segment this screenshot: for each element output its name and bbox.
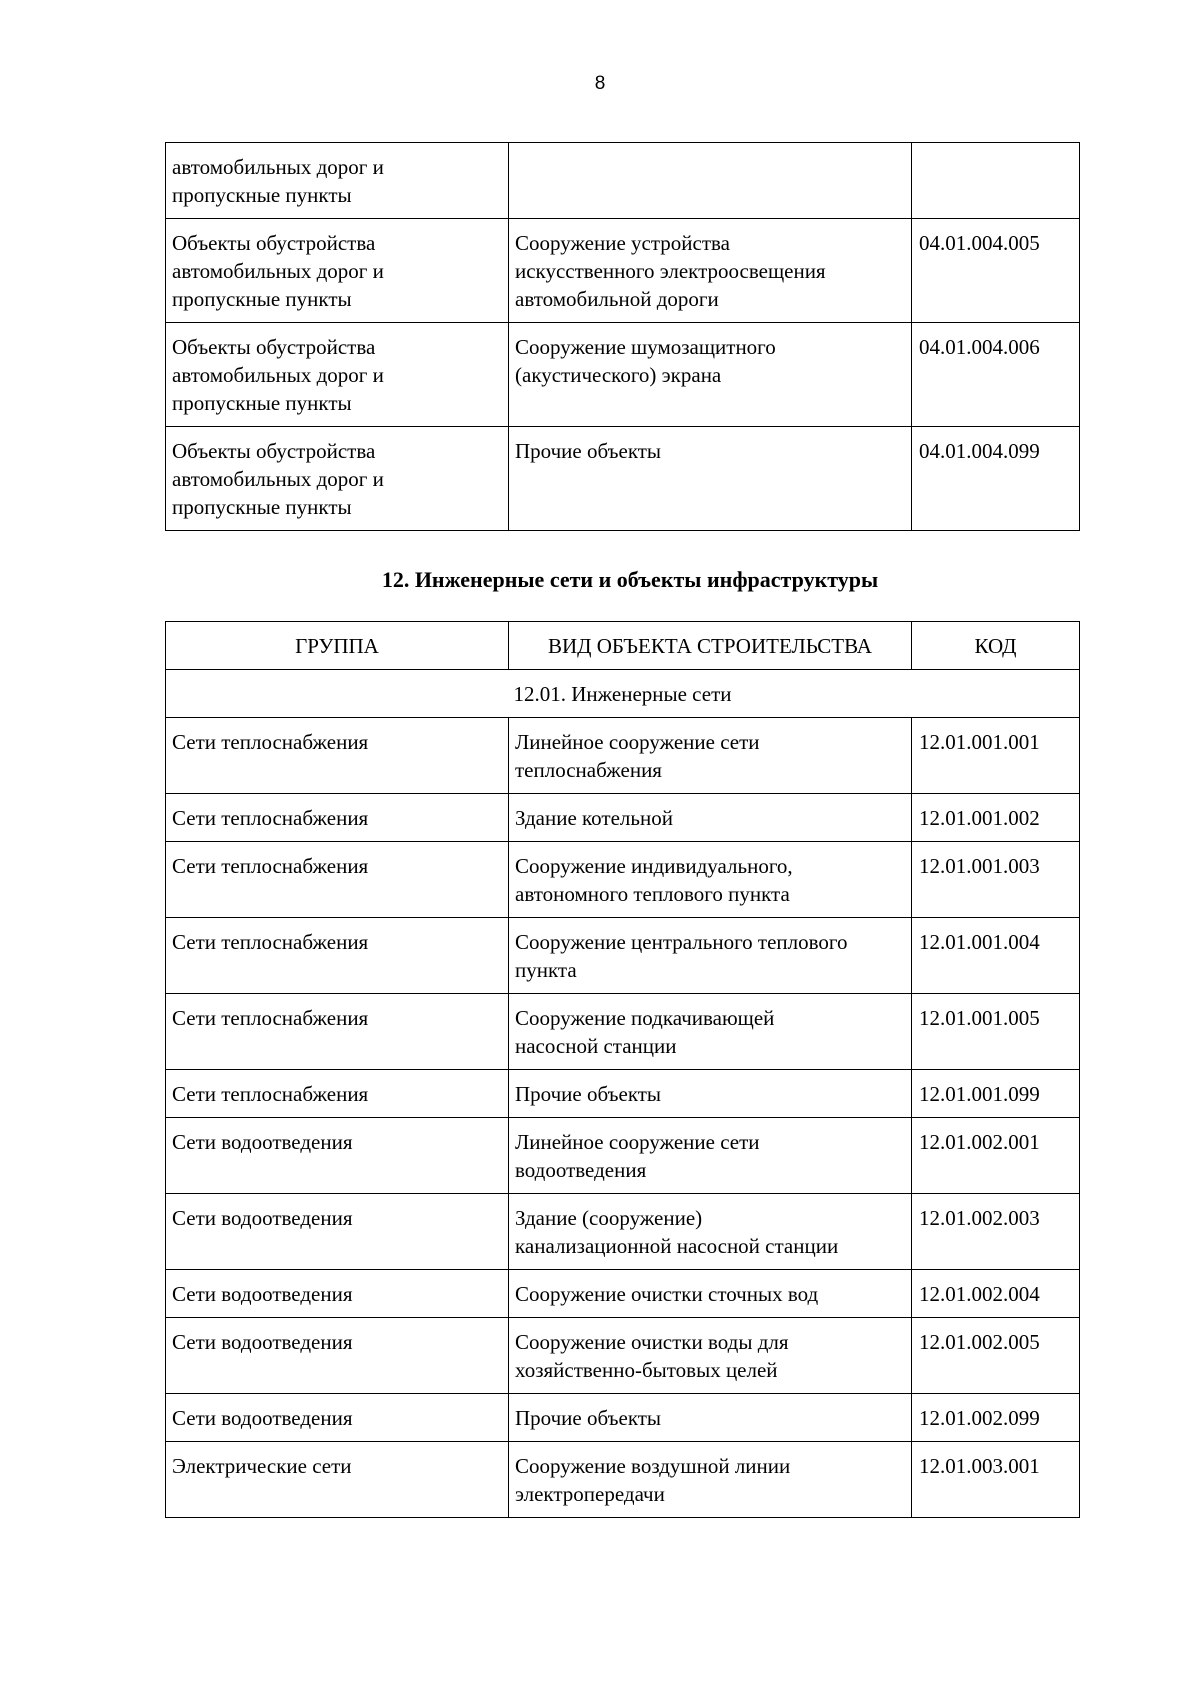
table-row — [166, 1270, 1080, 1318]
cell-code: 12.01.002.003 — [912, 1194, 1080, 1270]
cell-object-type — [509, 143, 912, 219]
cell-group: Сети теплоснабжения — [166, 718, 509, 794]
cell-object-type: Прочие объекты — [509, 1070, 912, 1118]
table-row — [166, 143, 1080, 219]
cell-group: Сети водоотведения — [166, 1118, 509, 1194]
cell-code: 12.01.002.001 — [912, 1118, 1080, 1194]
cell-code: 12.01.001.002 — [912, 794, 1080, 842]
cell-group: Объекты обустройства автомобильных дорог и пропускные пункты — [166, 219, 509, 323]
section-title: 12. Инженерные сети и объекты инфраструктуры — [381, 567, 879, 592]
cell-object-type: Сооружение устройства искусственного электроосвещения автомобильной дороги — [509, 219, 912, 323]
cell-object-type: Прочие объекты — [509, 427, 912, 531]
group-title-row — [166, 670, 1080, 718]
cell-code: 12.01.001.099 — [912, 1070, 1080, 1118]
cell-group: Сети водоотведения — [166, 1194, 509, 1270]
cell-object-type: Сооружение очистки воды для хозяйственно-бытовых целей — [509, 1318, 912, 1394]
table-row — [166, 842, 1080, 918]
cell-code: 12.01.003.001 — [912, 1442, 1080, 1518]
cell-group: Электрические сети — [166, 1442, 509, 1518]
cell-group: Сети теплоснабжения — [166, 794, 509, 842]
cell-code: 12.01.002.099 — [912, 1394, 1080, 1442]
cell-code: 12.01.002.005 — [912, 1318, 1080, 1394]
cell-object-type: Сооружение воздушной линии электропередачи — [509, 1442, 912, 1518]
table-row — [166, 427, 1080, 531]
cell-object-type: Сооружение центрального теплового пункта — [509, 918, 912, 994]
cell-code: 04.01.004.099 — [912, 427, 1080, 531]
cell-group: Сети водоотведения — [166, 1318, 509, 1394]
table-row — [166, 1070, 1080, 1118]
cell-group: Сети теплоснабжения — [166, 918, 509, 994]
cell-group: Сети водоотведения — [166, 1270, 509, 1318]
table-row — [166, 323, 1080, 427]
table-row — [166, 994, 1080, 1070]
cell-code: 12.01.001.005 — [912, 994, 1080, 1070]
cell-code — [912, 143, 1080, 219]
cell-object-type: Здание (сооружение) канализационной насосной станции — [509, 1194, 912, 1270]
cell-code: 12.01.001.004 — [912, 918, 1080, 994]
cell-code: 04.01.004.005 — [912, 219, 1080, 323]
header-code: КОД — [912, 622, 1080, 670]
table-row — [166, 1118, 1080, 1194]
cell-code: 12.01.002.004 — [912, 1270, 1080, 1318]
cell-group: автомобильных дорог и пропускные пункты — [166, 143, 509, 219]
table-row — [166, 219, 1080, 323]
cell-object-type: Сооружение подкачивающей насосной станции — [509, 994, 912, 1070]
table-row — [166, 1194, 1080, 1270]
table-row — [166, 918, 1080, 994]
cell-object-type: Линейное сооружение сети водоотведения — [509, 1118, 912, 1194]
cell-object-type: Сооружение шумозащитного (акустического) экрана — [509, 323, 912, 427]
header-group: ГРУППА — [166, 622, 509, 670]
cell-object-type: Линейное сооружение сети теплоснабжения — [509, 718, 912, 794]
page-number: 8 — [594, 73, 606, 94]
header-object-type: ВИД ОБЪЕКТА СТРОИТЕЛЬСТВА — [509, 622, 912, 670]
cell-group: Объекты обустройства автомобильных дорог и пропускные пункты — [166, 427, 509, 531]
cell-group: Сети водоотведения — [166, 1394, 509, 1442]
cell-code: 12.01.001.003 — [912, 842, 1080, 918]
cell-group: Сети теплоснабжения — [166, 842, 509, 918]
cell-group: Сети теплоснабжения — [166, 994, 509, 1070]
cell-object-type: Здание котельной — [509, 794, 912, 842]
table-row — [166, 1442, 1080, 1518]
cell-object-type: Прочие объекты — [509, 1394, 912, 1442]
cell-group: Объекты обустройства автомобильных дорог и пропускные пункты — [166, 323, 509, 427]
table-row — [166, 718, 1080, 794]
table-row — [166, 794, 1080, 842]
cell-object-type: Сооружение очистки сточных вод — [509, 1270, 912, 1318]
group-title: 12.01. Инженерные сети — [166, 670, 1080, 718]
table-header-row — [166, 622, 1080, 670]
continued-table — [165, 142, 1080, 531]
cell-code: 04.01.004.006 — [912, 323, 1080, 427]
cell-code: 12.01.001.001 — [912, 718, 1080, 794]
table-row — [166, 1394, 1080, 1442]
cell-object-type: Сооружение индивидуального, автономного теплового пункта — [509, 842, 912, 918]
infrastructure-table — [165, 621, 1080, 1518]
table-row — [166, 1318, 1080, 1394]
cell-group: Сети теплоснабжения — [166, 1070, 509, 1118]
